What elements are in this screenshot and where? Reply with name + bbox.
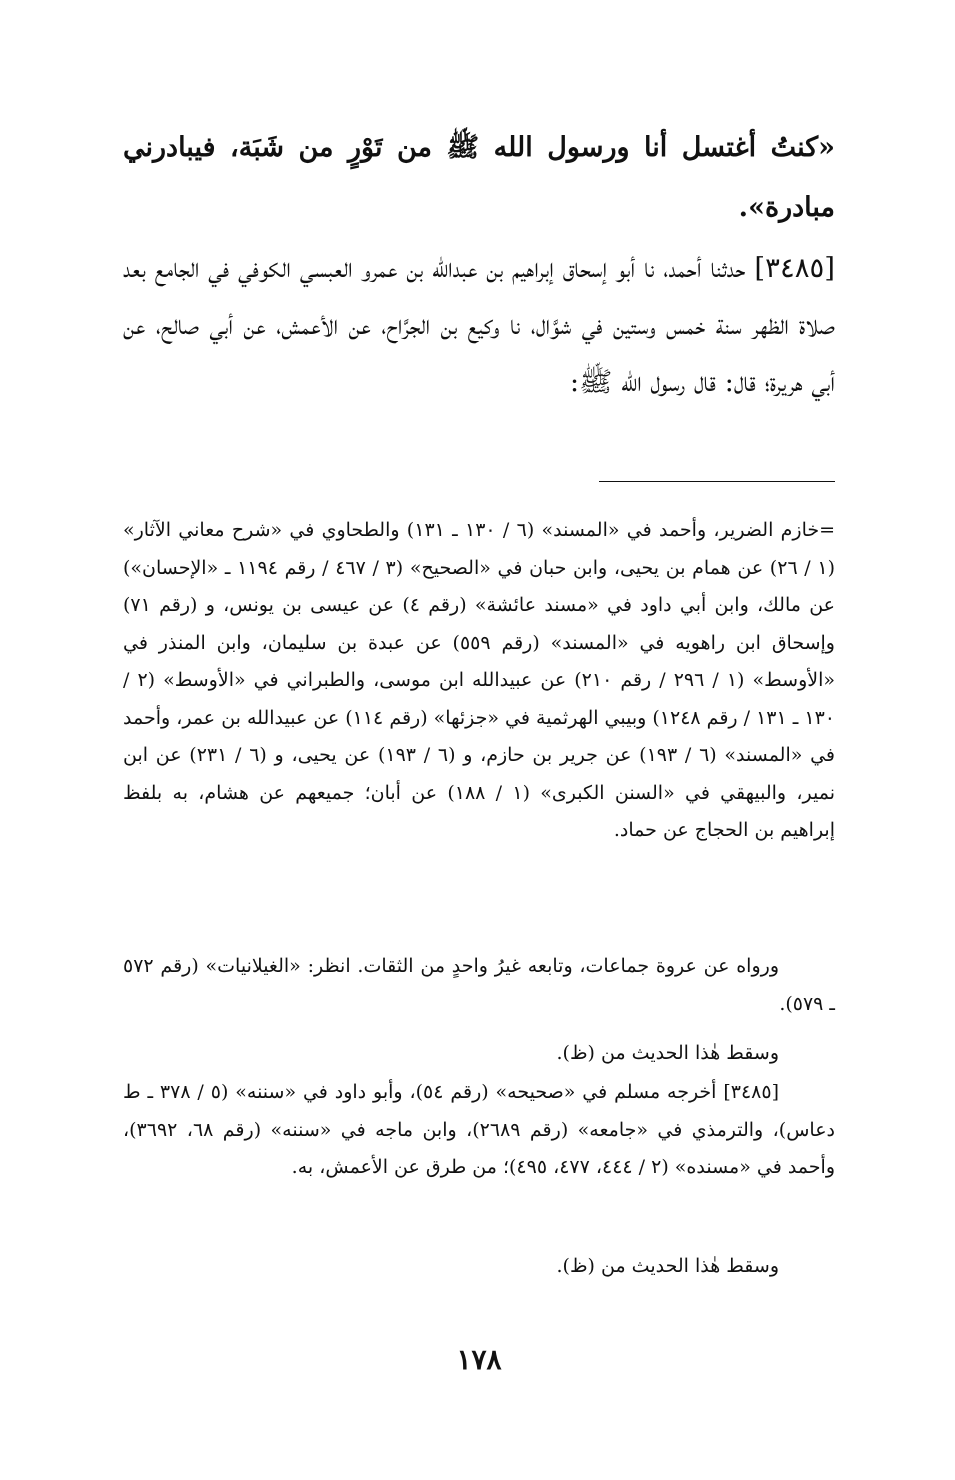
book-page [123,0,835,1480]
page-number: ١٧٨ [456,1343,502,1376]
footnote-omission-note: وسقط هٰذا الحديث من (ظ). [556,1042,779,1064]
hadith-main-text: [٣٤٨٥] حدثنا أحمد، نا أبو إسحاق إبراهيم بن عبدالله بن عمرو العبسي الكوفي في الجامع بعد صلاة الظهر سنة خمس وستين في شوَّال، نا وكيع بن الجرَّاح، عن الأعمش، عن أبي صالح، عن أبي هريرة؛ قال: قال رسول الله ﷺ: [123,252,835,398]
footnote-narration-note: ورواه عن عروة جماعات، وتابعه غيرُ واحدٍ من الثقات. انظر: «الغيلانيات» (رقم ٥٧٢ ـ ٥٧٩). [123,955,835,1015]
footnote-omission-note-2: وسقط هٰذا الحديث من (ظ). [556,1255,779,1277]
footnote-continuation: =خازم الضرير، وأحمد في «المسند» (٦ / ١٣٠ ـ ١٣١) والطحاوي في «شرح معاني الآثار» (١ / ٢٦) عن همام بن يحيى، وابن حبان في «الصحيح» (٣ / ٤٦٧ / رقم ١١٩٤ ـ «الإحسان») عن مالك، وابن أبي داود في «مسند عائشة» (رقم ٤) عن عيسى بن يونس، و (رقم ٧١) وإسحاق ابن راهويه في «المسند» (رقم ٥٥٩) عن عبدة بن سليمان، وابن المنذر في «الأوسط» (١ / ٢٩٦ / رقم ٢١٠) عن عبيدالله ابن موسى، والطبراني في «الأوسط» (٢ / ١٣٠ ـ ١٣١ / رقم ١٢٤٨) وبيبي الهرثمية في «جزئها» (رقم ١١٤) عن عبيدالله بن عمر، وأحمد في «المسند» (٦ / ١٩٣) عن جرير بن حازم، و (٦ / ١٩٣) عن يحيى، و (٦ / ٢٣١) عن ابن نمير، والبيهقي في «السنن الكبرى» (١ / ١٨٨) عن أبان؛ جميعهم عن هشام، به بلفظ إبراهيم بن الحجاج عن حماد. [123,519,836,841]
footnote-divider [599,481,835,482]
footnote-hadith-3485: [٣٤٨٥] أخرجه مسلم في «صحيحه» (رقم ٥٤)، وأبو داود في «سننه» (٥ / ٣٧٨ ـ ط دعاس)، والترمذي في «جامعه» (رقم ٢٦٨٩)، وابن ماجه في «سننه» (رقم ٦٨، ٣٦٩٢)، وأحمد في «مسنده» (٢ / ٤٤٤، ٤٧٧، ٤٩٥)؛ من طرق عن الأعمش، به. [123,1081,835,1178]
hadith-end-text: «كنتُ أغتسل أنا ورسول الله ﷺ من تَوْرٍ من شَبَة، فيبادرني مبادرة». [123,132,835,223]
